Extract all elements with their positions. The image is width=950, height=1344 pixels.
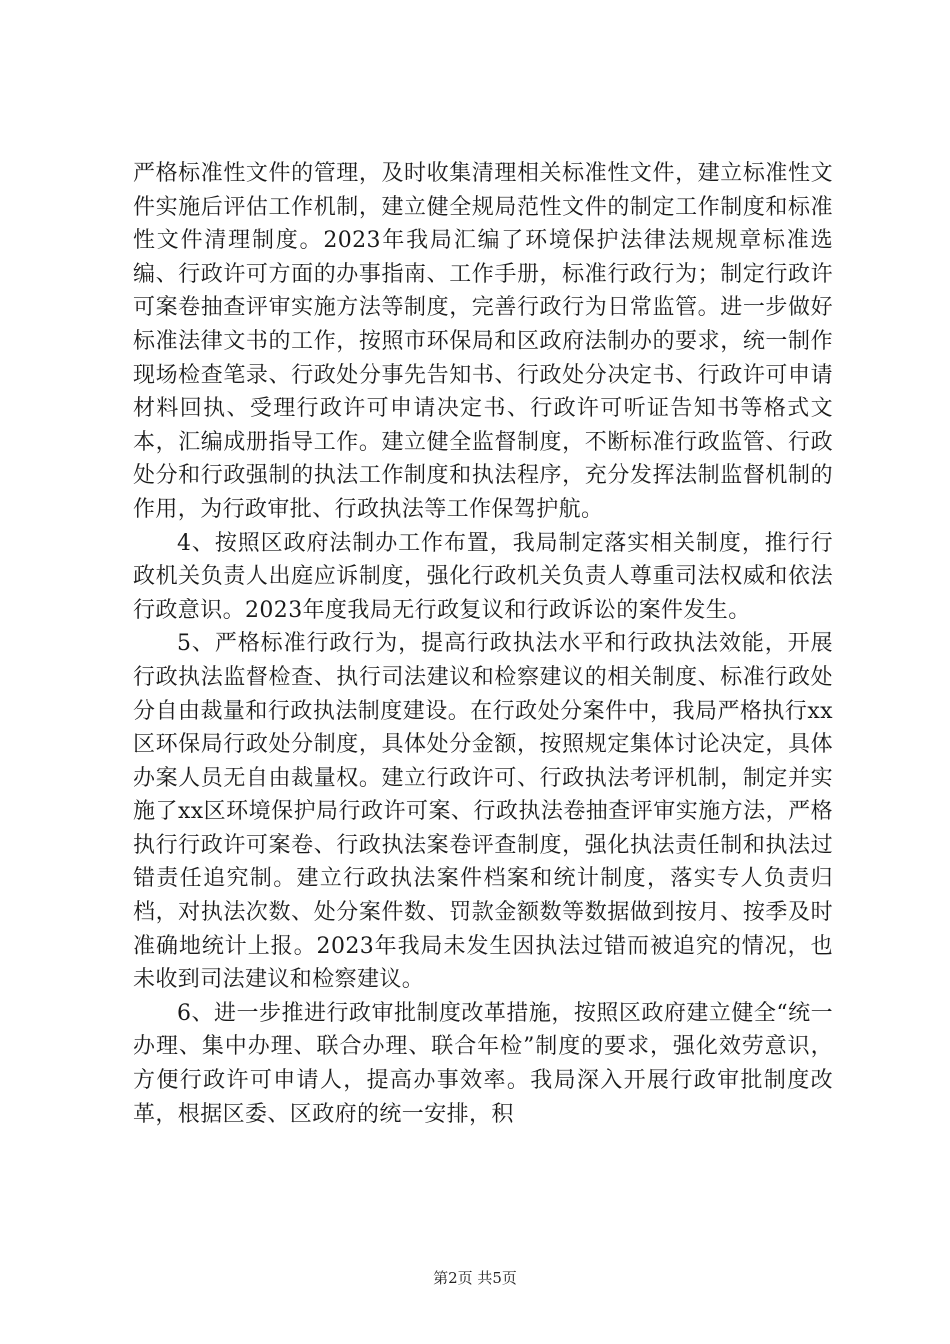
document-body	[133, 157, 833, 1131]
page-footer: 第2页 共5页	[433, 1269, 517, 1287]
paragraph-item-4: 4、按照区政府法制办工作布置，我局制定落实相关制度，推行行政机关负责人出庭应诉制度，强化行政机关负责人尊重司法权威和依法行政意识。2023年度我局无行政复议和行政诉讼的案件发生。	[133, 530, 833, 623]
paragraph-item-5: 5、严格标准行政行为，提高行政执法水平和行政执法效能，开展行政执法监督检查、执行司法建议和检察建议的相关制度、标准行政处分自由裁量和行政执法制度建设。在行政处分案件中，我局严格执行xx区环保局行政处分制度，具体处分金额，按照规定集体讨论决定，具体办案人员无自由裁量权。建立行政许可、行政执法考评机制，制定并实施了xx区环境保护局行政许可案、行政执法卷抽查评审实施方法，严格执行行政许可案卷、行政执法案卷评查制度，强化执法责任制和执法过错责任追究制。建立行政执法案件档案和统计制度，落实专人负责归档，对执法次数、处分案件数、罚款金额数等数据做到按月、按季及时准确地统计上报。2023年我局未发生因执法过错而被追究的情况，也未收到司法建议和检察建议。	[133, 631, 833, 993]
paragraph-continuation: 严格标准性文件的管理，及时收集清理相关标准性文件，建立标准性文件实施后评估工作机制，建立健全规局范性文件的制定工作制度和标准性文件清理制度。2023年我局汇编了环境保护法律法规规章标准选编、行政许可方面的办事指南、工作手册，标准行政行为；制定行政许可案卷抽查评审实施方法等制度，完善行政行为日常监管。进一步做好标准法律文书的工作，按照市环保局和区政府法制办的要求，统一制作现场检查笔录、行政处分事先告知书、行政处分决定书、行政许可申请材料回执、受理行政许可申请决定书、行政许可听证告知书等格式文本，汇编成册指导工作。建立健全监督制度，不断标准行政监管、行政处分和行政强制的执法工作制度和执法程序，充分发挥法制监督机制的作用，为行政审批、行政执法等工作保驾护航。	[133, 161, 833, 522]
paragraph-item-6: 6、进一步推进行政审批制度改革措施，按照区政府建立健全“统一办理、集中办理、联合办理、联合年检”制度的要求，强化效劳意识，方便行政许可申请人，提高办事效率。我局深入开展行政审批制度改革，根据区委、区政府的统一安排，积	[133, 1000, 833, 1127]
